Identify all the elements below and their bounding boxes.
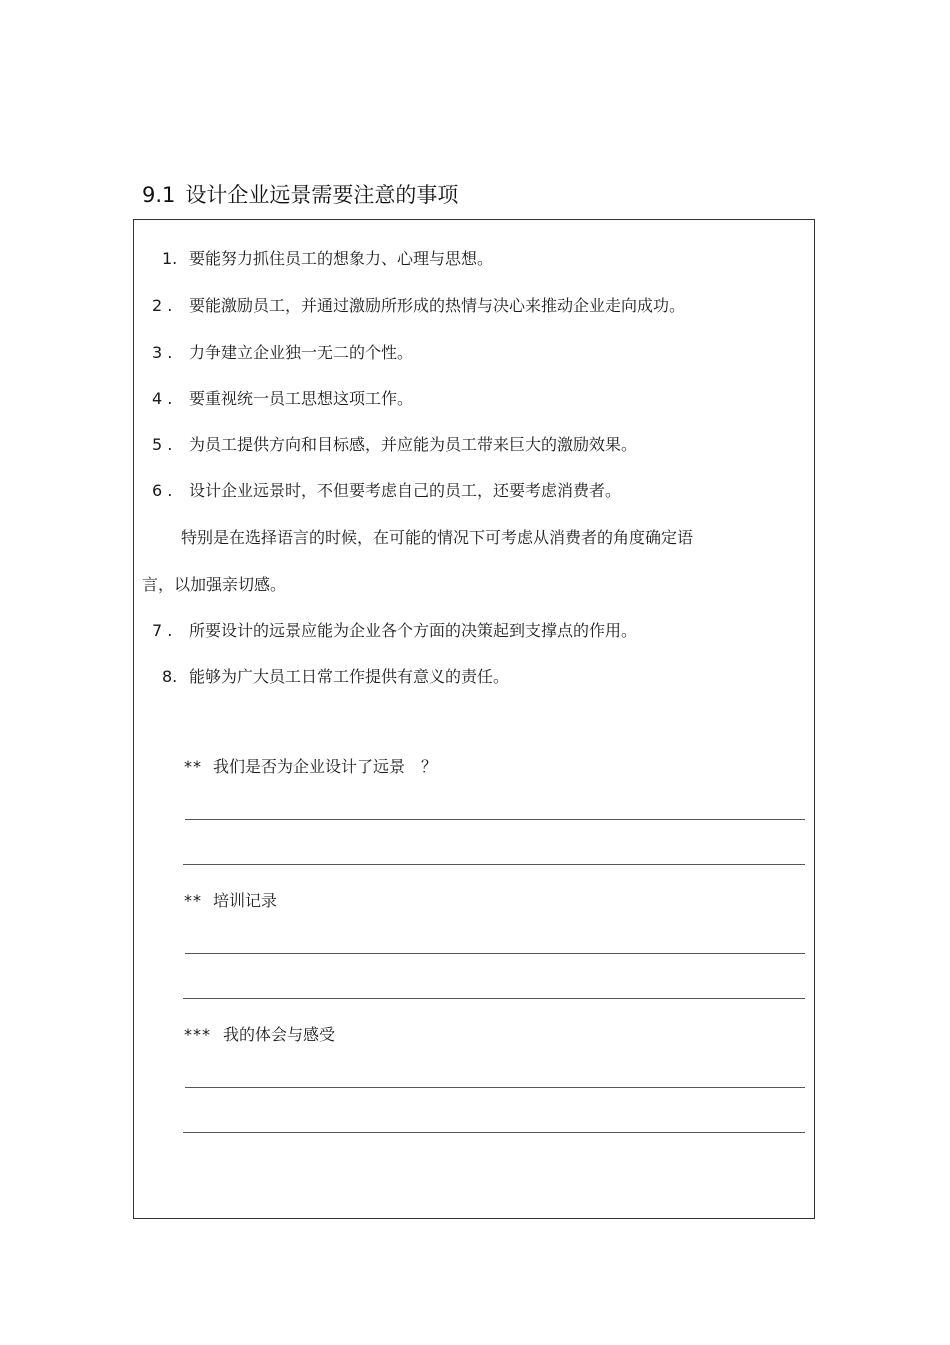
reflection-prompt [184, 1024, 584, 1046]
list-item [152, 342, 752, 364]
content-box [133, 219, 815, 1219]
reflection-text: 我的体会与感受 [223, 1025, 336, 1044]
training-record-prompt [184, 890, 584, 912]
asterisk-marker: ** [184, 891, 202, 910]
item-number: 2 . [152, 296, 173, 315]
answer-line[interactable] [185, 953, 805, 954]
item-text: 所要设计的远景应能为企业各个方面的决策起到支撑点的作用。 [189, 621, 638, 640]
question-prompt [184, 756, 584, 778]
item-text: 能够为广大员工日常工作提供有意义的责任。 [189, 667, 510, 686]
item-number: 5 . [152, 435, 173, 454]
item-number: 7 . [152, 621, 173, 640]
training-record-text: 培训记录 [213, 891, 278, 910]
item-number: 8. [162, 667, 178, 686]
question-text: 我们是否为企业设计了远景 ？ [213, 757, 438, 776]
item-number: 4 . [152, 389, 173, 408]
list-item [162, 666, 762, 688]
answer-line[interactable] [183, 1132, 805, 1133]
answer-line[interactable] [185, 1087, 805, 1088]
list-item [152, 620, 752, 642]
answer-line[interactable] [183, 998, 805, 999]
item-number: 1. [162, 249, 178, 268]
list-item [152, 480, 752, 502]
note-line-1: 特别是在选择语言的时候，在可能的情况下可考虑从消费者的角度确定语 [181, 528, 694, 547]
list-item [152, 434, 752, 456]
section-title [142, 180, 458, 210]
list-item [152, 388, 752, 410]
item-text: 为员工提供方向和目标感，并应能为员工带来巨大的激励效果。 [189, 435, 638, 454]
list-item [152, 295, 772, 317]
section-title-text: 设计企业远景需要注意的事项 [185, 183, 459, 207]
item-number: 6 . [152, 481, 173, 500]
section-number: 9.1 [142, 183, 176, 207]
list-item [162, 248, 762, 270]
answer-line[interactable] [183, 864, 805, 865]
item-text: 设计企业远景时，不但要考虑自己的员工，还要考虑消费者。 [189, 481, 622, 500]
asterisk-marker: ** [184, 757, 202, 776]
item-text: 要能努力抓住员工的想象力、心理与思想。 [189, 249, 494, 268]
item-text: 力争建立企业独一无二的个性。 [189, 343, 414, 362]
item-text: 要能激励员工，并通过激励所形成的热情与决心来推动企业走向成功。 [189, 296, 686, 315]
asterisk-marker: *** [184, 1025, 211, 1044]
note-line-2: 言，以加强亲切感。 [142, 575, 287, 594]
item-number: 3 . [152, 343, 173, 362]
answer-line[interactable] [185, 819, 805, 820]
item-text: 要重视统一员工思想这项工作。 [189, 389, 414, 408]
